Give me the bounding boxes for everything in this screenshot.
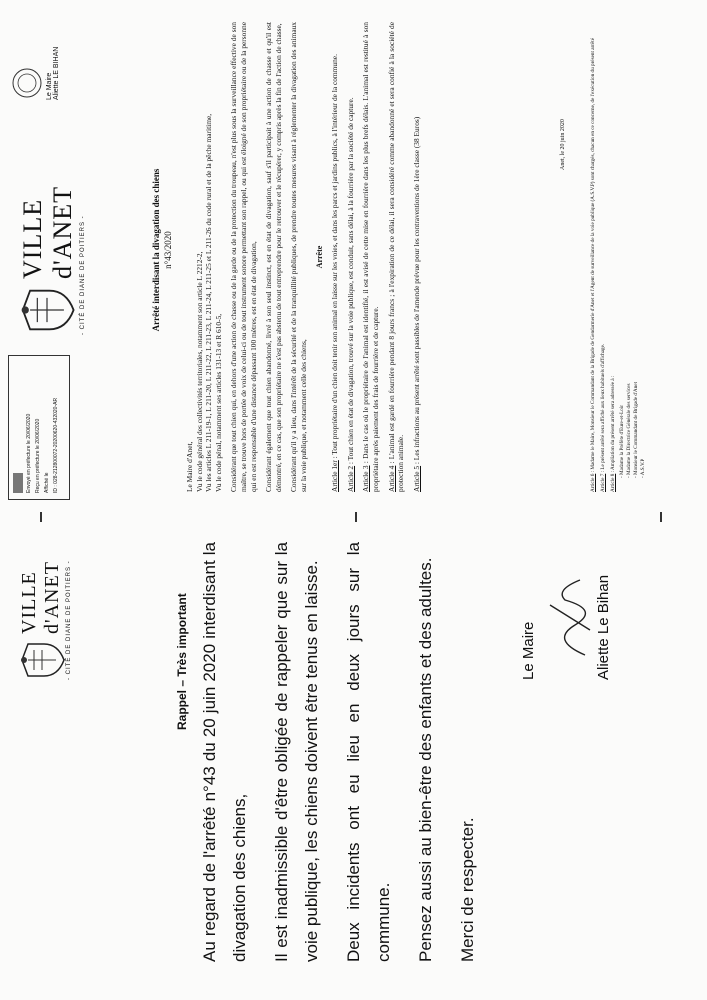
- top-signature-name: Aliette LE BIHAN: [53, 46, 60, 100]
- stamp-line: Affiché le: [44, 472, 50, 493]
- ampliation-item: - A.S.V.P: [640, 458, 646, 478]
- intro-line: Vu le code général des collectivités territoriales, notamment son article L 2212-2,: [194, 251, 204, 492]
- article-label: Article 8: [610, 473, 616, 492]
- article-paragraph: [330, 22, 340, 492]
- arrete-number: n°43/2020: [163, 231, 173, 269]
- article-paragraph: [361, 22, 380, 492]
- rappel-paragraph: Au regard de l'arrêté n°43 du 20 juin 2020 interdisant la divagation des chiens,: [200, 542, 249, 962]
- article-text: : Dans le cas où le propriétaire de l'animal est identifié, il est avisé de cette mise en fourrière dans les plus brefs délais. L'animal est restitué à son propriétaire après paiement des frais de fourrière et de capture.: [361, 21, 380, 492]
- logo-ville-text: VILLE d'ANET: [18, 185, 77, 279]
- article-text: : Tout propriétaire d'un chien doit tenir son animal en laisse sur les voies, et dans les parcs et jardins publics, à l'intérieur de la commune.: [330, 54, 340, 461]
- article-text: : L'animal est gardé en fourrière pendant 8 jours francs ; à l'expiration de ce délai, il sera considéré comme abandonné et sera confié à la société de protection animale.: [386, 22, 406, 492]
- arrete-title-block: [150, 120, 174, 380]
- article-label: Article 7: [600, 473, 606, 492]
- arrete-title: Arrêté interdisant la divagation des chiens: [151, 168, 161, 332]
- coat-of-arms-icon: [18, 285, 76, 335]
- scan-mark: [355, 512, 357, 522]
- considerant-paragraph: Considérant également que tout chien abandonné, livré à son seul instinct, est en état de divagation, sauf s'il participait à une action de chasse et qu'il est démontré, en ce cas, que son propriétaire ne s'est pas abstenu de tout entreprendre pour le retrouver et le récupérer, y compris après la fin de l'action de chasse,: [264, 22, 283, 492]
- ampliation-item: - Madame la Directrice Générale des services: [626, 383, 632, 478]
- article-text: : Madame le Maire, Monsieur le Commandant de la Brigade de Gendarmerie d'Anet et l'Agent de surveillance de la voie publique (A.S.V.P) sont chargés, chacun en ce concerne, de l'exécution du présent arrêté: [590, 37, 596, 474]
- ampliation-list: [619, 22, 647, 492]
- signature-name: Aliette Le Bihan: [595, 574, 612, 680]
- rappel-paragraph: Merci de respecter.: [458, 817, 477, 962]
- town-logo-left: [18, 540, 72, 680]
- signature-title: Le Maire: [520, 621, 537, 680]
- stamp-line: Envoyé en préfecture le 20/06/2020: [26, 413, 32, 493]
- arrete-document: [0, 10, 707, 500]
- top-signature-block: [10, 20, 60, 100]
- logo-ville-text: VILLE d'ANET: [18, 561, 63, 634]
- article-label: Article 4: [386, 465, 396, 492]
- considerant-paragraph: Considérant qu'il y a lieu, dans l'intérêt de la sécurité et de la tranquillité publiques, de prendre toutes mesures visant à réglementer la divagation des animaux sur la voie publique, et notamment celle des chiens,: [289, 22, 308, 492]
- article-text: : Ampliation du présent arrêté sera adressée à :: [610, 375, 616, 474]
- stamp-line: ID : 028-212800072-20200620-432020-AR: [53, 397, 59, 493]
- rappel-notice: [0, 540, 707, 980]
- intro-line: Le Maire d'Anet,: [185, 441, 194, 492]
- top-signature-title: Le Maire: [46, 72, 53, 100]
- article-label: Article 2: [345, 465, 355, 492]
- article-label: Article 1er: [330, 460, 340, 492]
- rappel-title: Rappel – Très important: [175, 593, 189, 730]
- article-text: : Les infractions au présent arrêté sont passibles de l'amende prévue pour les contraventions de 1ère classe (38 Euros): [411, 116, 421, 466]
- article-paragraph: [346, 22, 356, 492]
- stamp-barcode: [13, 473, 23, 493]
- considerant-paragraph: Considérant que tout chien qui, en dehors d'une action de chasse ou de la garde ou de la protection du troupeau, n'est plus sous la surveillance effective de son maître, se trouve hors de portée de voix de celui-ci ou de tout instrument sonore permettant son rappel, ou qui est éloigné de son propriétaire ou de la personne qui en est responsable d'une distance dépassant 100 mètres, est en état de divagation,: [229, 22, 258, 492]
- date-place: Anet, le 20 juin 2020: [560, 119, 566, 170]
- scan-mark: [660, 512, 662, 522]
- arrete-footer: [590, 22, 647, 492]
- ampliation-item: - Monsieur le Commandant de Brigade d'Anet: [633, 381, 639, 478]
- coat-of-arms-icon: [18, 640, 66, 680]
- prefecture-stamp: [8, 355, 70, 500]
- rappel-body: [195, 542, 495, 962]
- intro-block: [185, 22, 223, 492]
- ampliation-item: - Madame la Préfète d'Eure-et-Loir: [619, 405, 625, 478]
- article-7: [600, 22, 607, 492]
- article-6: [590, 22, 597, 492]
- intro-line: Vu les articles L 211-19-1, L 211-20, L 211-22, L 211-23, L 211-24, L 211-25 et L 211-26 du code rural et de la pêche maritime,: [204, 113, 214, 492]
- article-text: : Le présent arrêté sera affiché aux lieux habituels d'affichage.: [600, 343, 606, 474]
- rappel-paragraph: Pensez aussi au bien-être des enfants et des adultes.: [416, 557, 435, 962]
- logo-cite-text: - CITÉ DE DIANE DE POITIERS -: [80, 215, 86, 335]
- handwritten-signature-icon: [545, 570, 595, 660]
- rappel-paragraph: Il est inadmissible d'être obligée de rappeler que sur la voie publique, les chiens doivent être tenus en laisse.: [272, 542, 321, 962]
- rappel-paragraph: Deux incidents ont eu lieu en deux jours sur la commune.: [344, 542, 393, 962]
- logo-cite-text: - CITÉ DE DIANE DE POITIERS -: [66, 560, 72, 680]
- article-paragraph: [387, 22, 406, 492]
- article-label: Article 6: [590, 473, 596, 492]
- article-8: [610, 22, 617, 492]
- scan-mark: [40, 512, 42, 522]
- stamp-line: Reçu en préfecture le 20/06/2020: [35, 418, 41, 493]
- article-paragraph: [412, 22, 422, 492]
- town-logo-right: [18, 155, 86, 335]
- arrete-label: Arrête: [314, 245, 324, 269]
- article-label: Article 5: [411, 465, 421, 492]
- arrete-body: [185, 22, 427, 492]
- mayor-seal-icon: [10, 66, 44, 100]
- article-label: Article 3: [361, 465, 371, 492]
- article-text: : Tout chien en état de divagation, trouvé sur la voie publique, est conduit, sans délai, à la fourrière par la société de capture.: [345, 97, 355, 466]
- intro-line: Vu le code pénal, notamment ses articles 131-13 et R 610-5,: [213, 313, 223, 492]
